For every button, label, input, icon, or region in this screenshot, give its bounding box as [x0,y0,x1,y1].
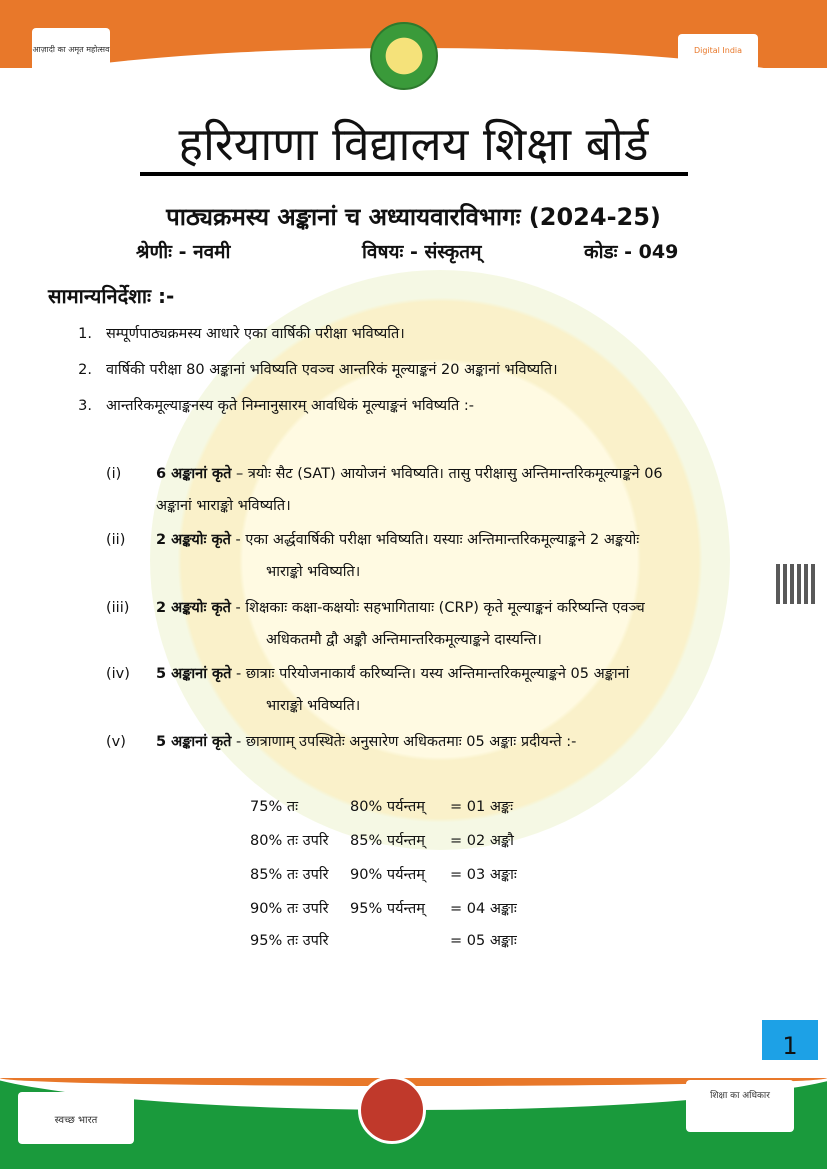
attendance-from: 75% तः [250,799,299,815]
attendance-marks: = 05 अङ्काः [450,933,517,949]
sub-item-marker: (i) [106,466,122,482]
attendance-marks: = 04 अङ्काः [450,901,517,917]
instruction-text: आन्तरिकमूल्याङ्कनस्य कृते निम्नानुसारम् आवधिकं मूल्याङ्कनं भविष्यति :- [106,398,474,414]
sub-item-marker: (iv) [106,666,130,682]
digital-india-logo [678,34,758,70]
title-rule [140,172,688,176]
sub-item-continuation: अङ्कानां भाराङ्को भविष्यति। [156,498,291,514]
instructions-heading: सामान्यनिर्देशाः :- [48,284,175,308]
azadi-logo [32,28,110,78]
attendance-marks: = 03 अङ्काः [450,867,517,883]
digital-india-text: Digital India [693,46,743,55]
sub-item-bold: 2 अङ्कयोः कृते [156,532,231,548]
qr-code-icon [776,564,816,604]
sub-item-bold: 5 अङ्कानां कृते [156,666,232,682]
sub-item-line [156,732,766,752]
page-subtitle: पाठ्यक्रमस्य अङ्कानां च अध्यायवारविभागः (2024-25) [166,203,661,231]
sub-item-text: - छात्राणाम् उपस्थितेः अनुसारेण अधिकतमाः 05 अङ्काः प्रदीयन्ते :- [231,734,577,750]
instruction-text: वार्षिकी परीक्षा 80 अङ्कानां भविष्यति एवञ्च आन्तरिकं मूल्याङ्कनं 20 अङ्कानां भविष्यति। [106,362,558,378]
attendance-marks: = 01 अङ्कः [450,799,514,815]
right-to-education-text: शिक्षा का अधिकार [710,1091,770,1101]
sub-item-line [156,598,766,618]
board-watermark [150,270,730,850]
sub-item-bold: 6 अङ्कानां कृते [156,466,232,482]
instruction-text: सम्पूर्णपाठ्यक्रमस्य आधारे एका वार्षिकी परीक्षा भविष्यति। [106,326,405,342]
attendance-from: 85% तः उपरि [250,867,329,883]
sub-item-line [156,664,766,684]
beti-bachao-icon [358,1076,426,1144]
attendance-marks: = 02 अङ्कौ [450,833,514,849]
instruction-number: 1. [78,326,92,342]
attendance-to: 80% पर्यन्तम् [350,799,425,815]
sub-item-marker: (v) [106,734,126,750]
sub-item-text: – त्रयोः सैट (SAT) आयोजनं भविष्यति। तासु परीक्षासु अन्तिमान्तरिकमूल्याङ्कने 06 [231,466,663,482]
azadi-logo-text: आज़ादी का अमृत महोत्सव [32,45,110,54]
attendance-to: 95% पर्यन्तम् [350,901,425,917]
sub-item-line [156,464,766,484]
sub-item-line [156,530,776,550]
sub-item-bold: 5 अङ्कानां कृते [156,734,232,750]
sub-item-text: - एका अर्द्धवार्षिकी परीक्षा भविष्यति। यस्याः अन्तिमान्तरिकमूल्याङ्कने 2 अङ्कयोः [230,532,640,548]
right-to-education-logo [686,1080,794,1132]
attendance-from: 95% तः उपरि [250,933,329,949]
attendance-from: 90% तः उपरि [250,901,329,917]
instruction-number: 3. [78,398,92,414]
attendance-from: 80% तः उपरि [250,833,329,849]
sub-item-marker: (iii) [106,600,130,616]
sub-item-continuation: भाराङ्को भविष्यति। [266,698,361,714]
page-title: हरियाणा विद्यालय शिक्षा बोर्ड [178,117,649,171]
sub-item-continuation: भाराङ्को भविष्यति। [266,564,361,580]
sub-item-bold: 2 अङ्कयोः कृते [156,600,231,616]
instruction-number: 2. [78,362,92,378]
sub-item-continuation: अधिकतमौ द्वौ अङ्कौ अन्तिमान्तरिकमूल्याङ्कने दास्यन्ति। [266,632,542,648]
board-seal-icon [370,22,438,90]
sub-item-text: - छात्राः परियोजनाकार्यं करिष्यन्ति। यस्य अन्तिमान्तरिकमूल्याङ्कने 05 अङ्कानां [231,666,630,682]
code-label: कोडः - 049 [584,241,679,263]
sub-item-marker: (ii) [106,532,126,548]
swachh-bharat-logo [18,1092,134,1144]
attendance-to: 90% पर्यन्तम् [350,867,425,883]
attendance-to: 85% पर्यन्तम् [350,833,425,849]
swachh-bharat-text: स्वच्छ भारत [54,1115,98,1126]
subject-label: विषयः - संस्कृतम् [362,241,482,263]
sub-item-text: - शिक्षकाः कक्षा-कक्षयोः सहभागितायाः (CRP) कृते मूल्याङ्कनं करिष्यन्ति एवञ्च [230,600,645,616]
page-number: 1 [762,1020,818,1068]
class-label: श्रेणीः - नवमी [136,241,231,263]
